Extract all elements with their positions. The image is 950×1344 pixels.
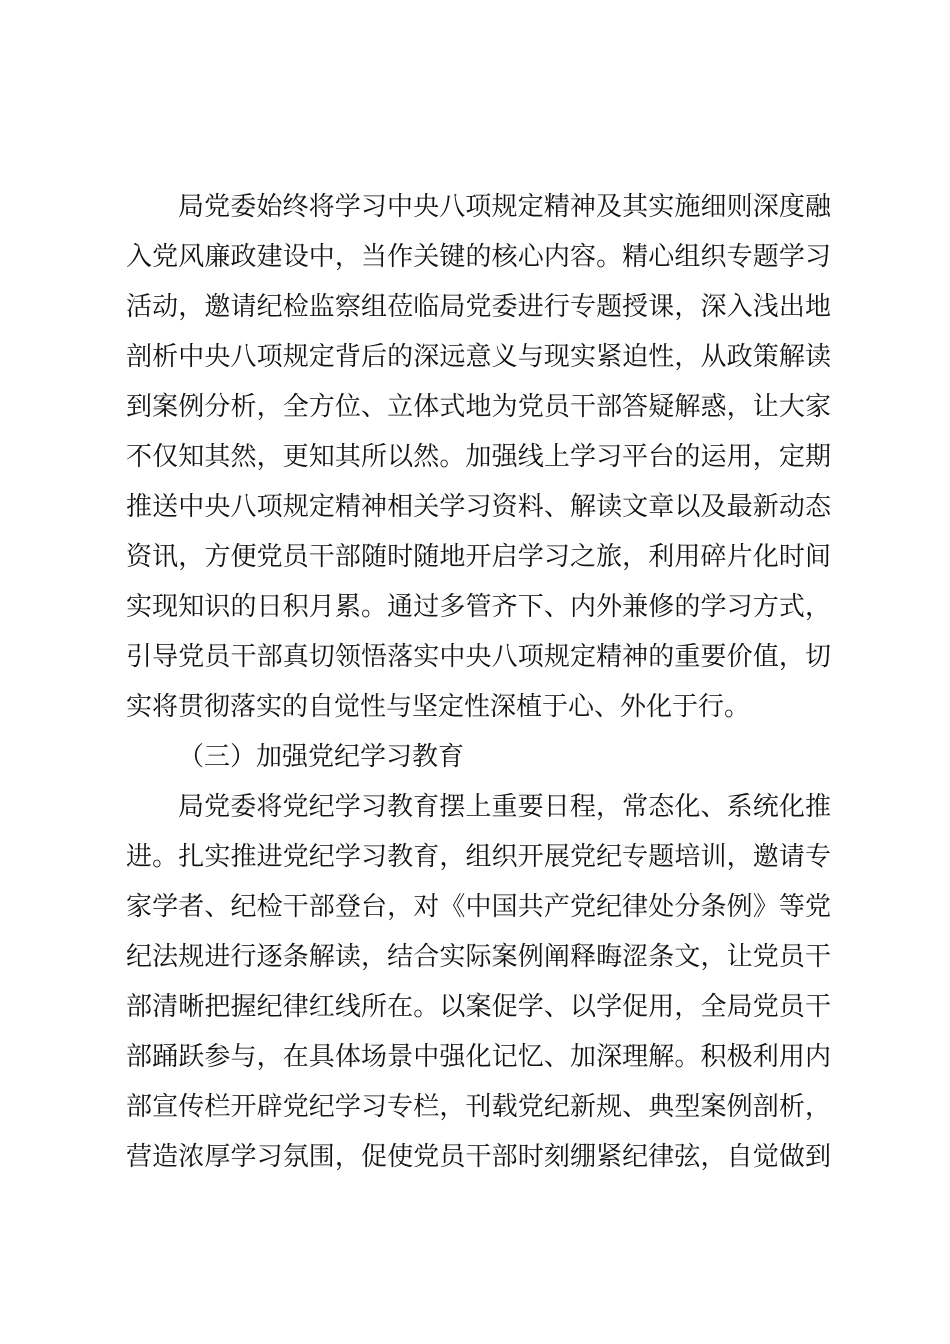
text-line: 活动，邀请纪检监察组莅临局党委进行专题授课，深入浅出地: [126, 292, 831, 322]
text-line: 局党委始终将学习中央八项规定精神及其实施细则深度融: [178, 192, 831, 222]
text-line: 不仅知其然，更知其所以然。加强线上学习平台的运用，定期: [126, 442, 831, 472]
text-line: 部宣传栏开辟党纪学习专栏，刊载党纪新规、典型案例剖析，: [126, 1092, 831, 1122]
text-line: 部清晰把握纪律红线所在。以案促学、以学促用，全局党员干: [126, 992, 831, 1022]
text-line: 纪法规进行逐条解读，结合实际案例阐释晦涩条文，让党员干: [126, 942, 831, 972]
text-line: 营造浓厚学习氛围，促使党员干部时刻绷紧纪律弦，自觉做到: [126, 1142, 831, 1172]
text-line: 资讯，方便党员干部随时随地开启学习之旅，利用碎片化时间: [126, 542, 831, 572]
text-line: 剖析中央八项规定背后的深远意义与现实紧迫性，从政策解读: [126, 342, 831, 372]
text-line: 局党委将党纪学习教育摆上重要日程，常态化、系统化推: [178, 792, 831, 822]
text-line: 推送中央八项规定精神相关学习资料、解读文章以及最新动态: [126, 492, 831, 522]
text-line: 实将贯彻落实的自觉性与坚定性深植于心、外化于行。: [126, 692, 751, 722]
text-line: 到案例分析，全方位、立体式地为党员干部答疑解惑，让大家: [126, 392, 831, 422]
text-line: 家学者、纪检干部登台，对《中国共产党纪律处分条例》等党: [126, 892, 831, 922]
document-body: [126, 182, 831, 1182]
paragraph-discipline-education: [126, 782, 831, 1182]
text-line: 实现知识的日积月累。通过多管齐下、内外兼修的学习方式，: [126, 592, 831, 622]
text-line: 入党风廉政建设中，当作关键的核心内容。精心组织专题学习: [126, 242, 831, 272]
text-line: 进。扎实推进党纪学习教育，组织开展党纪专题培训，邀请专: [126, 842, 831, 872]
paragraph-commitment-study: [126, 182, 831, 732]
text-line: 引导党员干部真切领悟落实中央八项规定精神的重要价值，切: [126, 642, 831, 672]
text-line: 部踊跃参与，在具体场景中强化记忆、加深理解。积极利用内: [126, 1042, 831, 1072]
section-heading: （三）加强党纪学习教育: [178, 742, 465, 772]
